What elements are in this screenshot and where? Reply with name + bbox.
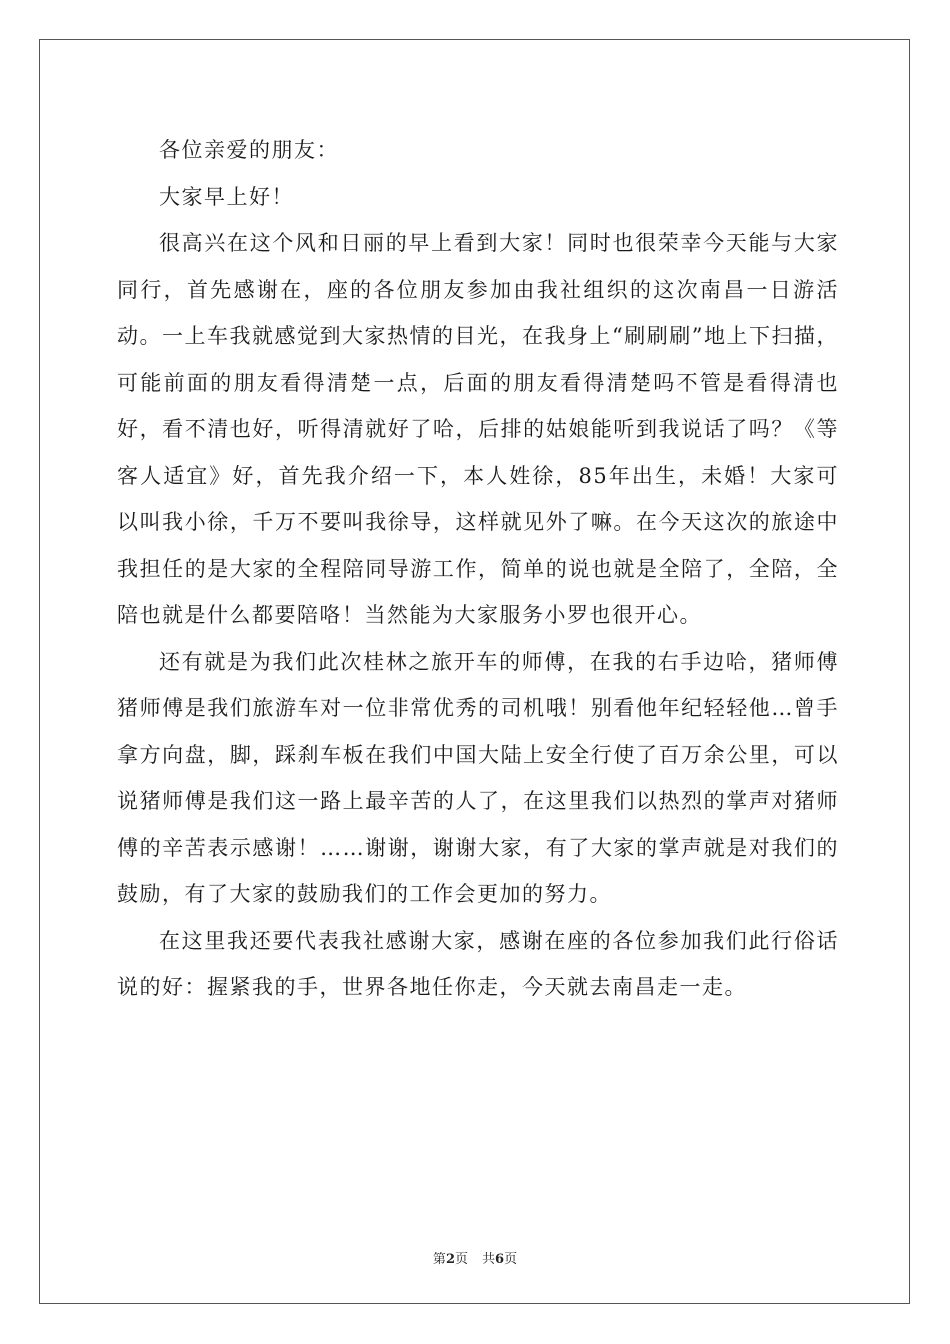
paragraph-good-morning: 大家早上好！	[159, 184, 294, 209]
paragraph-introduction: 很高兴在这个风和日丽的早上看到大家！同时也很荣幸今天能与大家同行，首先感谢在，座的各位朋友参加由我社组织的这次南昌一日游活动。一上车我就感觉到大家热情的目光，在我身上“刷刷刷”地上下扫描，可能前面的朋友看得清楚一点，后面的朋友看得清楚吗不管是看得清也好，看不清也好，听得清就好了哈，后排的姑娘能听到我说话了吗？《等客人适宜》好，首先我介绍一下，本人姓徐，85年出生，未婚！大家可以叫我小徐，千万不要叫我徐导，这样就见外了嘛。在今天这次的旅途中我担任的是大家的全程陪同导游工作，简单的说也就是全陪了，全陪，全陪也就是什么都要陪咯！当然能为大家服务小罗也很开心。	[117, 231, 839, 627]
paragraph-thanks: 在这里我还要代表我社感谢大家，感谢在座的各位参加我们此行俗话说的好：握紧我的手，世界各地任你走，今天就去南昌走一走。	[117, 928, 839, 999]
total-suffix: 页	[504, 1252, 518, 1267]
total-prefix: 共	[482, 1252, 496, 1267]
paragraph-greeting: 各位亲爱的朋友：	[159, 138, 339, 162]
page-prefix: 第	[432, 1252, 446, 1267]
page-suffix: 页	[454, 1252, 468, 1267]
document-body	[117, 127, 839, 1011]
total-pages: 6	[495, 1252, 505, 1267]
paragraph-driver: 还有就是为我们此次桂林之旅开车的师傅，在我的右手边哈，猪师傅猪师傅是我们旅游车对一位非常优秀的司机哦！别看他年纪轻轻他…曾手拿方向盘，脚，踩刹车板在我们中国大陆上安全行使了百万余公里，可以说猪师傅是我们这一路上最辛苦的人了，在这里我们以热烈的掌声对猪师傅的辛苦表示感谢！……谢谢，谢谢大家，有了大家的掌声就是对我们的鼓励，有了大家的鼓励我们的工作会更加的努力。	[117, 649, 839, 906]
page-footer	[0, 1248, 950, 1267]
page-number: 2	[445, 1252, 455, 1267]
